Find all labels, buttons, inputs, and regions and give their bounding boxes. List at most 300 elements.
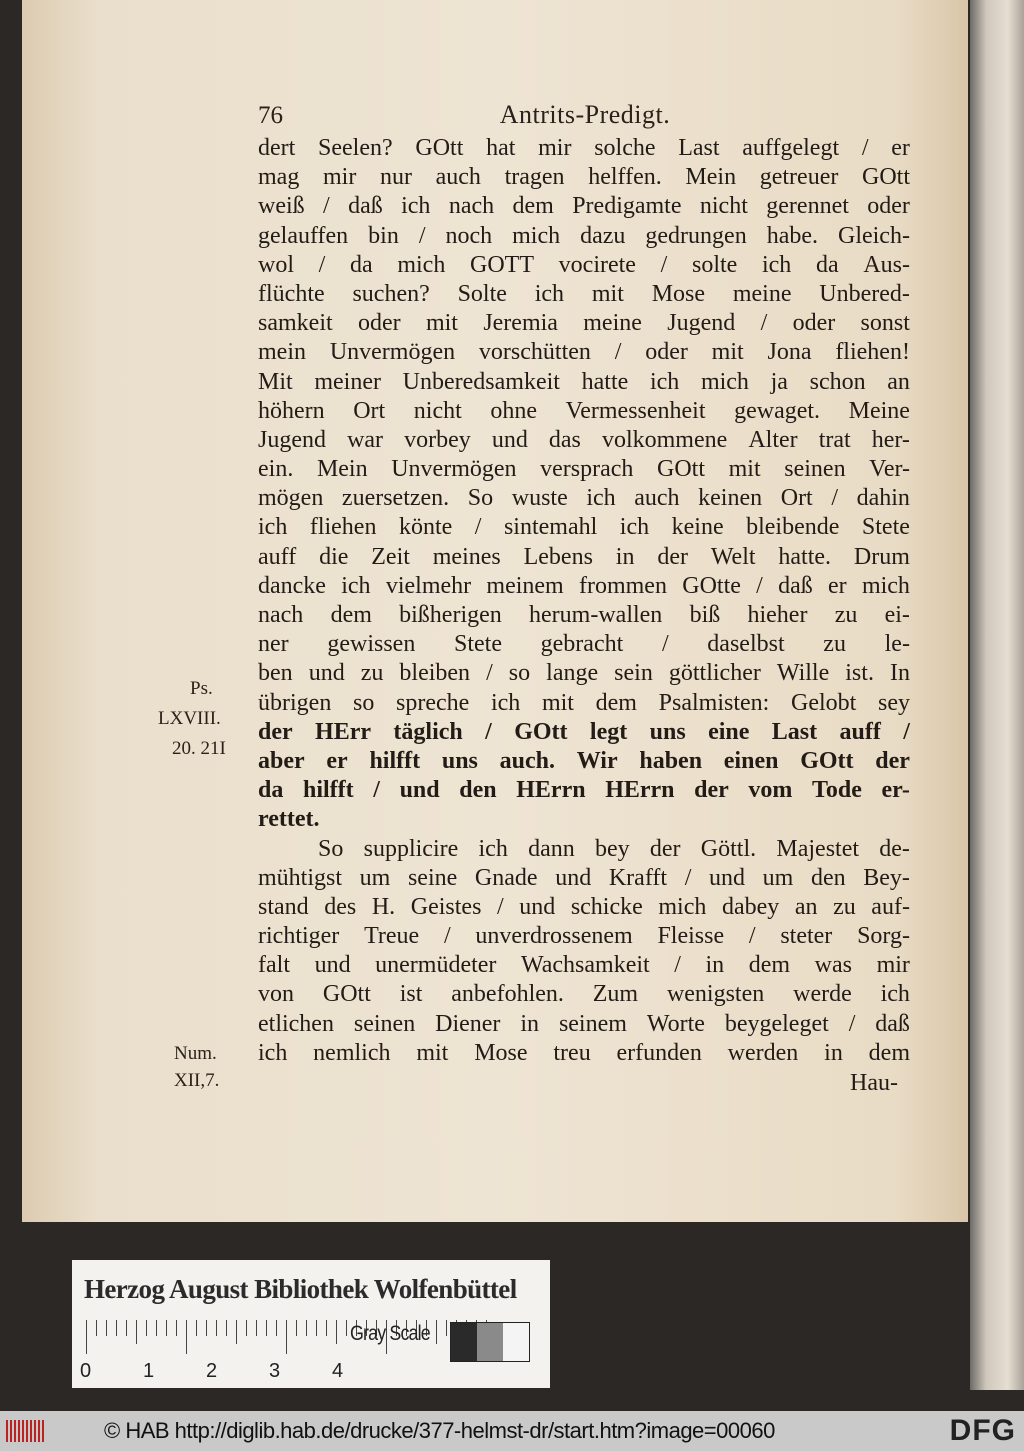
word: dert [258, 135, 296, 161]
word: in [520, 1010, 540, 1037]
word: seinen [353, 1010, 416, 1037]
word: / [418, 222, 426, 249]
marginal-note: Ps. [190, 678, 213, 699]
word: GOtt [657, 456, 706, 483]
word: dem [748, 952, 791, 979]
ruler-tick [246, 1320, 247, 1336]
word: seinem [558, 1010, 627, 1037]
word: / [848, 1010, 856, 1037]
text-line [258, 222, 910, 251]
word: mir [876, 952, 910, 979]
ruler-tick [256, 1320, 257, 1336]
word: / [756, 572, 763, 599]
text-line [258, 368, 910, 397]
page-body-text [258, 134, 910, 1068]
dfg-logo: DFG [949, 1414, 1016, 1447]
text-line [258, 134, 910, 163]
word: hieher [747, 602, 808, 628]
text-line [258, 455, 910, 484]
word: und [308, 660, 345, 687]
adjacent-page-edge [970, 0, 1024, 1390]
word: ich [490, 689, 521, 716]
word: Ver- [869, 456, 910, 483]
word: um [762, 864, 794, 891]
ruler-number: 4 [332, 1360, 344, 1382]
text-line [258, 747, 910, 776]
word: hatte. [778, 543, 832, 570]
word: noch [445, 222, 493, 249]
barcode-icon [6, 1420, 46, 1442]
word: herum-wallen [529, 602, 663, 628]
text-line [258, 893, 910, 922]
word: keine [671, 514, 724, 541]
word: Unbered- [819, 280, 910, 307]
word: mein [258, 339, 306, 366]
word: auffgelegt [742, 135, 840, 161]
word: rettet. [258, 806, 320, 833]
word: der [694, 777, 729, 804]
text-line [258, 689, 910, 718]
word: uns [441, 747, 478, 774]
word: versprach [540, 456, 634, 483]
word: meiner [314, 368, 381, 395]
word: Gleich- [837, 222, 910, 249]
word: übrigen [258, 689, 332, 716]
gray-patch [503, 1323, 529, 1361]
ruler-tick [126, 1320, 127, 1336]
word: ei- [884, 602, 910, 628]
word: / [486, 660, 493, 687]
word: nur [379, 164, 412, 191]
ruler-tick [346, 1320, 347, 1336]
word: das [548, 426, 581, 453]
word: GOtt [514, 718, 568, 745]
word: vorbey [404, 426, 471, 453]
word: täglich [393, 718, 463, 745]
word: Alter [748, 426, 798, 453]
word: der [657, 543, 688, 570]
word: einen [723, 747, 779, 774]
ruler-tick [106, 1320, 107, 1336]
catchword: Hau- [850, 1070, 898, 1096]
word: hilfft [369, 747, 421, 774]
word: zu [833, 893, 856, 920]
word: Jugend [667, 310, 736, 337]
word: ich [478, 835, 508, 862]
word: meine [732, 280, 792, 307]
word: sonst [860, 310, 910, 337]
word: Göttl. [700, 835, 757, 862]
word: in [615, 543, 635, 570]
text-line [258, 1010, 910, 1039]
word: ich [341, 572, 371, 599]
text-line [258, 630, 910, 659]
word: uns [649, 718, 686, 745]
footer-bar [0, 1411, 1024, 1451]
word: Bey- [863, 864, 910, 891]
ruler-tick [196, 1320, 197, 1336]
word: ich [880, 981, 910, 1008]
word: HErrn [605, 777, 675, 804]
word: oder [792, 310, 836, 337]
word: GOtte [682, 572, 741, 599]
ruler-tick [226, 1320, 227, 1336]
word: H. [371, 893, 396, 920]
word: wenigsten [666, 981, 765, 1008]
word: beygeleget [724, 1010, 829, 1037]
word: erfunden [616, 1039, 702, 1066]
ruler-tick [276, 1320, 277, 1336]
word: Treue [364, 923, 420, 950]
word: mich [397, 251, 446, 278]
word: ist [399, 981, 423, 1008]
word: sintemahl [503, 514, 598, 541]
word: da [258, 777, 284, 804]
word: sey [878, 689, 910, 716]
word: Last [771, 718, 818, 745]
text-line [258, 163, 910, 192]
word: Ort [780, 485, 813, 512]
word: mich [861, 572, 910, 599]
word: nach [258, 602, 304, 628]
word: nicht [699, 193, 748, 220]
word: suchen? [352, 280, 430, 307]
word: ich [534, 280, 565, 307]
word: HErrn [516, 777, 586, 804]
word: stand [258, 893, 309, 920]
ruler-tick [186, 1320, 187, 1354]
word: Krafft [608, 864, 668, 891]
word: oder [357, 310, 401, 337]
word: gewaget. [734, 397, 821, 424]
word: oder [645, 339, 688, 366]
word: bleibende [746, 514, 840, 541]
text-line [258, 835, 910, 864]
word: vielmehr [385, 572, 472, 599]
word: mich [512, 222, 561, 249]
word: schicke [570, 893, 643, 920]
word: meines [432, 543, 501, 570]
text-line [258, 1039, 910, 1068]
text-line [258, 426, 910, 455]
word: GOTT [470, 251, 534, 278]
word: tragen [504, 164, 565, 191]
word: richtiger [258, 923, 340, 950]
word: Last [678, 135, 720, 161]
word: ich [619, 514, 650, 541]
word: Vermessenheit [565, 397, 706, 424]
word: frommen [578, 572, 667, 599]
ruler-tick [236, 1320, 237, 1344]
word: mich [658, 893, 707, 920]
word: wol [258, 251, 294, 278]
word: mit [416, 1039, 449, 1066]
word: bleiben [399, 660, 471, 687]
word: so [352, 689, 375, 716]
word: Mein [316, 456, 368, 483]
ruler-number: 2 [206, 1360, 218, 1382]
word: seine [407, 864, 458, 891]
word: bin [368, 222, 399, 249]
word: den [810, 864, 846, 891]
word: Unberedsamkeit [402, 368, 560, 395]
word: / [903, 718, 910, 745]
text-line [258, 192, 910, 221]
ruler-tick [436, 1320, 437, 1344]
word: / [496, 893, 504, 920]
word: samkeit [258, 310, 333, 337]
word: Jona [767, 339, 812, 366]
word: Mose [651, 280, 706, 307]
word: Seelen? [318, 135, 393, 161]
word: / [760, 310, 768, 337]
word: Wille [776, 660, 830, 687]
word: dahin [856, 485, 910, 512]
copyright-link[interactable]: © HAB http://diglib.hab.de/drucke/377-helmst-dr/start.htm?image=00060 [104, 1418, 775, 1443]
text-line [258, 309, 910, 338]
ruler-tick [216, 1320, 217, 1336]
word: auch. [499, 747, 555, 774]
word: Stete [861, 514, 910, 541]
word: werden [727, 1039, 799, 1066]
word: So [318, 835, 344, 862]
word: / [373, 777, 380, 804]
word: nach [448, 193, 495, 220]
text-line [258, 572, 910, 601]
word: Psalmisten: [658, 689, 770, 716]
word: ich [401, 193, 431, 220]
word: / [485, 718, 492, 745]
word: die [319, 543, 349, 570]
ruler-tick [156, 1320, 157, 1336]
word: GOtt [862, 164, 910, 191]
word: meine [583, 310, 642, 337]
word: vorschütten [478, 339, 591, 366]
text-line [258, 280, 910, 309]
ruler-tick [296, 1320, 297, 1336]
word: daß [875, 1010, 910, 1037]
word: gebracht [540, 631, 624, 658]
word: Tode [812, 777, 862, 804]
word: und [555, 864, 592, 891]
word: ich [649, 368, 680, 395]
word: hilfft [302, 777, 354, 804]
word: er [891, 135, 910, 161]
word: legt [589, 718, 628, 745]
word: mit [711, 339, 744, 366]
word: helffen. [588, 164, 662, 191]
word: mit [541, 689, 574, 716]
word: Wir [576, 747, 618, 774]
word: er [828, 572, 847, 599]
word: dem [868, 1039, 910, 1066]
running-title: Antrits-Predigt. [499, 100, 671, 129]
word: Unvermögen [391, 456, 517, 483]
word: ist. [845, 660, 874, 687]
word: In [889, 660, 910, 687]
word: / [474, 514, 482, 541]
text-line [258, 659, 910, 688]
word: / [323, 193, 330, 220]
word: gelauffen [258, 222, 349, 249]
word: und [399, 777, 440, 804]
word: So [467, 485, 494, 512]
word: so [508, 660, 531, 687]
word: dazu [580, 222, 626, 249]
word: / [831, 485, 838, 512]
word: gedrungen [645, 222, 747, 249]
text-line [258, 251, 910, 280]
word: sein [614, 660, 653, 687]
word: an [887, 368, 910, 395]
ruler-tick [146, 1320, 147, 1336]
word: spreche [396, 689, 470, 716]
gray-patch [477, 1323, 503, 1361]
word: getreuer [759, 164, 839, 191]
word: weiß [258, 193, 305, 220]
word: unverdrossenem [475, 923, 633, 950]
word: / [614, 339, 622, 366]
text-line [258, 980, 910, 1009]
word: ohne [490, 397, 537, 424]
word: mag [258, 164, 300, 191]
ruler-tick [316, 1320, 317, 1336]
word: den [459, 777, 497, 804]
scale-card [72, 1260, 550, 1388]
ruler-tick [446, 1320, 447, 1336]
word: des [324, 893, 357, 920]
word: habe. [766, 222, 818, 249]
ruler-tick [206, 1320, 207, 1336]
gray-patch [451, 1323, 477, 1361]
gray-scale-label: Gray Scale [350, 1322, 430, 1345]
word: trat [818, 426, 851, 453]
word: von [258, 981, 294, 1008]
word: bißherigen [399, 602, 502, 628]
word: aber [258, 747, 305, 774]
word: Unvermögen [329, 339, 456, 366]
word: ich [258, 514, 288, 541]
word: / [661, 631, 669, 658]
word: ben [258, 660, 293, 687]
word: Solte [457, 280, 507, 307]
word: war [347, 426, 384, 453]
ruler-tick [266, 1320, 267, 1336]
word: auff [839, 718, 881, 745]
word: Gnade [474, 864, 538, 891]
word: Aus- [863, 251, 910, 278]
word: da [350, 251, 373, 278]
word: mir [538, 135, 572, 161]
word: gerennet [766, 193, 849, 220]
word: nicht [413, 397, 462, 424]
word: GOtt [322, 981, 371, 1008]
marginal-note: LXVIII. [158, 708, 221, 729]
word: dem [595, 689, 637, 716]
word: Wachsamkeit [521, 952, 650, 979]
ruler-tick [86, 1320, 87, 1354]
ruler-number: 1 [143, 1360, 155, 1382]
word: zu [360, 660, 384, 687]
word: Majestet [776, 835, 860, 862]
text-line [258, 543, 910, 572]
word: höhern [258, 397, 325, 424]
word: fliehen! [835, 339, 910, 366]
word: mögen [258, 485, 324, 512]
word: / [318, 251, 326, 278]
word: und [314, 952, 351, 979]
word: / [861, 135, 869, 161]
word: dem [330, 602, 372, 628]
text-line [258, 484, 910, 513]
text-line [258, 922, 910, 951]
word: göttlicher [668, 660, 761, 687]
word: hatte [581, 368, 629, 395]
word: zuersetzen. [341, 485, 450, 512]
word: Zum [592, 981, 639, 1008]
word: supplicire [363, 835, 459, 862]
word: mit [591, 280, 624, 307]
text-line [258, 513, 910, 542]
ruler-tick [176, 1320, 177, 1336]
text-line [258, 718, 910, 747]
word: mit [728, 456, 761, 483]
word: mir [322, 164, 357, 191]
word: Ort [353, 397, 386, 424]
word: Sorg- [857, 923, 910, 950]
library-name: Herzog August Bibliothek Wolfenbüttel [84, 1274, 517, 1304]
word: vocirete [558, 251, 636, 278]
word: um [359, 864, 391, 891]
word: Diener [435, 1010, 501, 1037]
word: gewissen [327, 631, 416, 658]
word: Mose [474, 1039, 528, 1066]
marginal-note: XII,7. [174, 1070, 220, 1091]
word: ich [586, 485, 616, 512]
word: Drum [853, 543, 910, 570]
word: / [660, 251, 668, 278]
word: zu [823, 631, 846, 658]
word: / [443, 923, 451, 950]
gray-scale-swatch [450, 1322, 530, 1362]
word: der [649, 835, 681, 862]
word: meinem [486, 572, 564, 599]
text-line [258, 805, 910, 834]
word: GOtt [415, 135, 464, 161]
ruler-tick [336, 1320, 337, 1344]
word: vom [748, 777, 793, 804]
ruler-tick [286, 1320, 287, 1354]
word: her- [871, 426, 910, 453]
text-line [258, 864, 910, 893]
word: Stete [453, 631, 502, 658]
word: / [684, 864, 692, 891]
word: volkommene [601, 426, 728, 453]
word: ein. [258, 456, 294, 483]
word: was [814, 952, 852, 979]
word: flüchte [258, 280, 325, 307]
marginal-note: 20. 21I [172, 738, 226, 759]
word: der [875, 747, 910, 774]
word: steter [780, 923, 833, 950]
word: schon [809, 368, 866, 395]
word: auch [435, 164, 481, 191]
word: Welt [710, 543, 756, 570]
word: ich [761, 251, 792, 278]
word: seinen [784, 456, 846, 483]
word: solte [691, 251, 738, 278]
ruler-tick [96, 1320, 97, 1336]
